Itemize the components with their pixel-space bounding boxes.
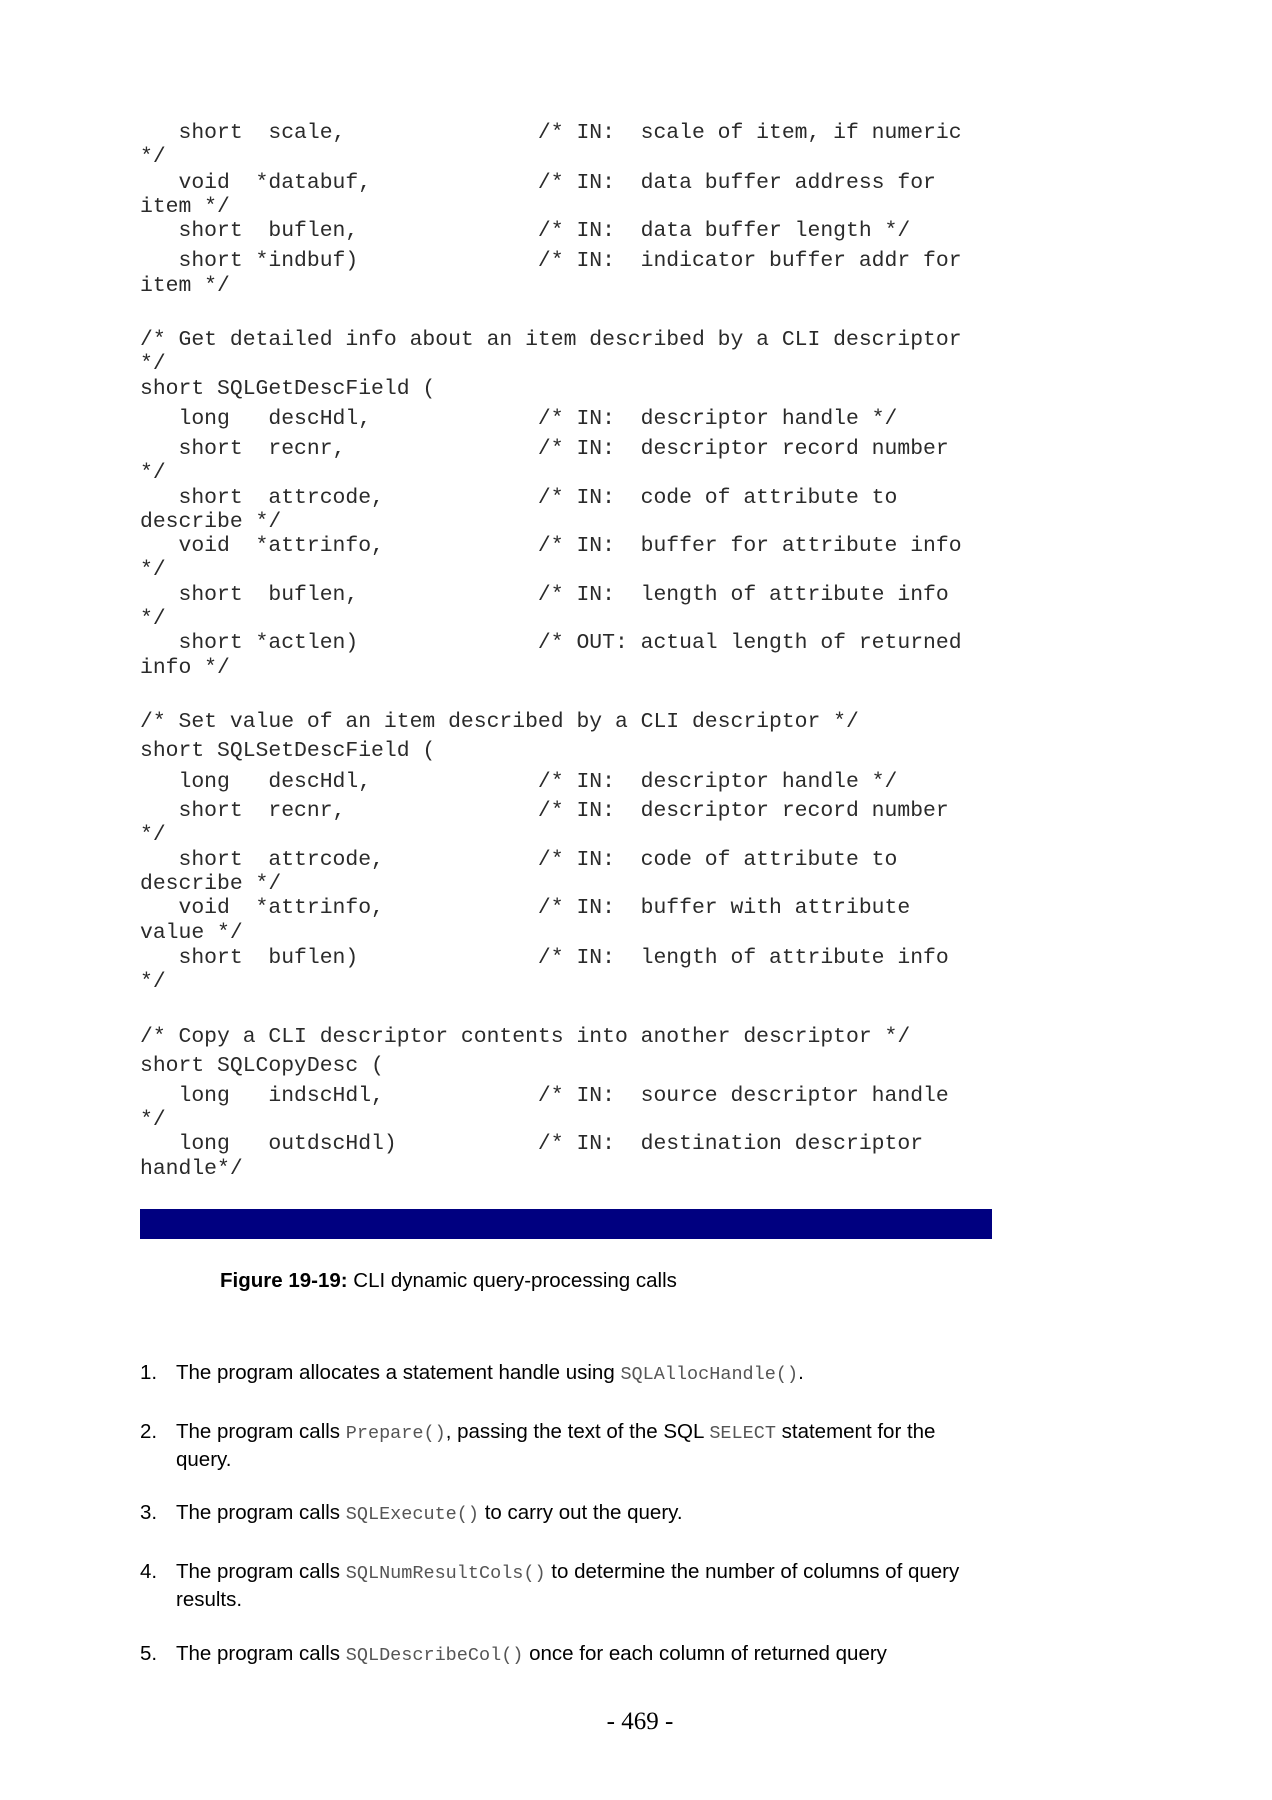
code-line: short scale, /* IN: scale of item, if numeric — [140, 121, 962, 145]
code-line: short recnr, /* IN: descriptor record number — [140, 437, 949, 461]
code-line: */ — [140, 1108, 166, 1132]
inline-code: SQLNumResultCols() — [345, 1563, 546, 1584]
code-line: void *databuf, /* IN: data buffer address for — [140, 171, 936, 195]
figure-bar — [140, 1209, 992, 1239]
code-line: short buflen) /* IN: length of attribute info — [140, 946, 949, 970]
inline-code: SQLExecute() — [345, 1504, 479, 1525]
code-line: short SQLSetDescField ( — [140, 739, 436, 763]
code-line: handle*/ — [140, 1157, 243, 1181]
code-line: info */ — [140, 656, 230, 680]
code-line: */ — [140, 461, 166, 485]
code-line: item */ — [140, 274, 230, 298]
code-line: short SQLCopyDesc ( — [140, 1054, 384, 1078]
list-text: The program calls — [176, 1501, 346, 1524]
code-line: short *indbuf) /* IN: indicator buffer addr for — [140, 249, 962, 273]
list-text: . — [798, 1361, 804, 1384]
inline-code: SQLDescribeCol() — [345, 1645, 524, 1666]
code-line: describe */ — [140, 872, 282, 896]
list-item — [140, 1641, 980, 1669]
code-line: short SQLGetDescField ( — [140, 377, 436, 401]
list-text: The program calls — [176, 1642, 346, 1665]
code-line: */ — [140, 607, 166, 631]
code-line: /* Get detailed info about an item described by a CLI descriptor — [140, 328, 962, 352]
list-text: to carry out the query. — [479, 1501, 683, 1524]
code-line: short attrcode, /* IN: code of attribute to — [140, 848, 898, 872]
list-text: The program calls — [176, 1560, 346, 1583]
code-line: short buflen, /* IN: length of attribute info — [140, 583, 949, 607]
list-text: , passing the text of the SQL — [445, 1420, 710, 1443]
list-item — [140, 1559, 980, 1612]
code-line: /* Copy a CLI descriptor contents into another descriptor */ — [140, 1025, 911, 1049]
code-line: void *attrinfo, /* IN: buffer with attribute — [140, 896, 911, 920]
code-line: short *actlen) /* OUT: actual length of returned — [140, 631, 962, 655]
code-line: long descHdl, /* IN: descriptor handle */ — [140, 407, 898, 431]
list-text: statement for the query. — [176, 1420, 936, 1471]
code-line: */ — [140, 970, 166, 994]
code-line: describe */ — [140, 510, 282, 534]
list-item — [140, 1419, 980, 1472]
code-line: long outdscHdl) /* IN: destination descriptor — [140, 1132, 924, 1156]
code-line: */ — [140, 558, 166, 582]
inline-code: Prepare() — [345, 1423, 446, 1444]
list-item — [140, 1360, 980, 1388]
inline-code: SELECT — [709, 1423, 776, 1444]
list-number: 5. — [140, 1642, 158, 1665]
list-text: once for each column of returned query — [523, 1642, 887, 1665]
code-line: short buflen, /* IN: data buffer length */ — [140, 219, 911, 243]
list-text: The program calls — [176, 1420, 346, 1443]
list-text: The program allocates a statement handle using — [176, 1361, 621, 1384]
list-number: 3. — [140, 1501, 158, 1524]
figure-caption-text: CLI dynamic query-processing calls — [347, 1269, 677, 1292]
code-line: */ — [140, 823, 166, 847]
figure-label: Figure 19-19: — [220, 1269, 348, 1292]
code-line: void *attrinfo, /* IN: buffer for attribute info — [140, 534, 962, 558]
code-line: */ — [140, 352, 166, 376]
inline-code: SQLAllocHandle() — [620, 1364, 799, 1385]
code-line: long indscHdl, /* IN: source descriptor handle — [140, 1084, 949, 1108]
list-text: to determine the number of columns of query results. — [176, 1560, 960, 1611]
code-line: /* Set value of an item described by a CLI descriptor */ — [140, 710, 859, 734]
figure-caption — [220, 1269, 677, 1293]
list-number: 1. — [140, 1361, 158, 1384]
code-line: */ — [140, 145, 166, 169]
page-number: - 469 - — [606, 1708, 674, 1735]
code-line: value */ — [140, 921, 243, 945]
code-line: item */ — [140, 195, 230, 219]
list-number: 2. — [140, 1420, 158, 1443]
code-line: short attrcode, /* IN: code of attribute to — [140, 486, 898, 510]
list-number: 4. — [140, 1560, 158, 1583]
list-item — [140, 1500, 980, 1528]
code-line: long descHdl, /* IN: descriptor handle */ — [140, 770, 898, 794]
code-line: short recnr, /* IN: descriptor record number — [140, 799, 949, 823]
